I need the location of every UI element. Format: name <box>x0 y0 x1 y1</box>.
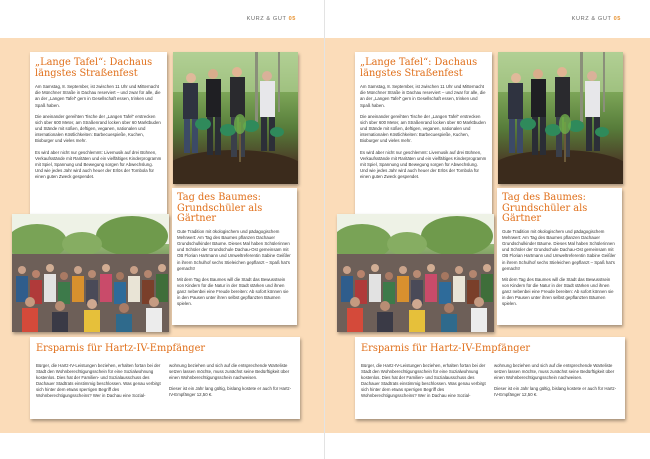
right-page <box>325 0 650 459</box>
article-paragraph: Bürger, die Hartz-IV-Leistungen beziehen, erhalten fortan bei der Stadt den Wohnberechtigungsschein für eine Sozialwohnung kostenlos. Dies hat der Familien- und Sozialausschuss des Dachauer Stadtrats einstimmig beschlossen. Was genau verbirgt sich hinter dem etwas sperrigen Begriff des Wohnberechtigungsscheins? Wer in Dachau eine Sozial- <box>361 362 486 399</box>
article-tag-des-baumes <box>172 188 297 325</box>
article-paragraph: Es wird aber nicht nur geschlemmt: Livemusik auf drei Bühnen, Verkaufsstände mit Raritäten und ein vielfältiges Kinderprogramm mit Spiel, Spannung und Bewegung sorgen für Abwechslung. Und wie jedes Jahr wird auch heuer der Erlös der Tombola für einen guten Zweck gespendet. <box>360 149 487 180</box>
tree-planting-illustration <box>173 52 298 184</box>
article-hartz-iv <box>355 337 625 419</box>
street-festival-crowd-photo <box>12 214 169 332</box>
article-paragraph: Mit dem Tag des Baumes will die Stadt das Bewusstsein von Kindern für die Natur in der Stadt stärken und ihnen ganz nebenbei eine Freude bereiten: Ab sofort können sie in den Pausen unter ihren selbst gepflanzten Bäumen spielen. <box>177 276 289 307</box>
page-number: 05 <box>613 16 621 22</box>
article-lange-tafel <box>30 52 167 228</box>
article-paragraph: Am Samstag, 8. September, ist zwischen 11 Uhr und Mitternacht die Münchner Straße in Dachau reserviert – und zwar für alle, die an der „Langen Tafel“ gern in Gesellschaft essen, trinken und Spaß haben. <box>360 84 486 108</box>
article-lange-tafel <box>355 52 492 228</box>
article-paragraph: wohnung beziehen und sich auf die entsprechende Warteliste setzen lassen möchte, muss zunächst seine Bedürftigkeit über einen Wohnberechtigungsschein nachweisen. <box>494 362 615 380</box>
article-tag-des-baumes <box>497 188 622 325</box>
article-paragraph: Bürger, die Hartz-IV-Leistungen beziehen, erhalten fortan bei der Stadt den Wohnberechtigungsschein für eine Sozialwohnung kostenlos. Dies hat der Familien- und Sozialausschuss des Dachauer Stadtrats einstimmig beschlossen. Was genau verbirgt sich hinter dem etwas sperrigen Begriff des Wohnberechtigungsscheins? Wer in Dachau eine Sozial- <box>36 362 161 399</box>
article-paragraph: Die aneinander gereihten Tische der „Langen Tafel“ erstrecken sich über 600 Meter, am Straßenrand locken über 60 Marktbuden und Stände mit süßen, deftigen, veganen, nationalen und internationalen Köstlichkeiten: Barbecuespieße, Kuchen, Bioburger und vieles mehr. <box>360 113 486 144</box>
kicker-label: KURZ & GUT <box>571 16 612 22</box>
article-title: Ersparnis für Hartz-IV-Empfänger <box>361 343 531 354</box>
kicker-label: KURZ & GUT <box>246 16 287 22</box>
article-columns <box>361 363 619 400</box>
article-title: „Lange Tafel“: Dachaus längstes Straßenfest <box>35 57 153 79</box>
section-kicker <box>247 16 296 22</box>
article-paragraph: wohnung beziehen und sich auf die entsprechende Warteliste setzen lassen möchte, muss zunächst seine Bedürftigkeit über einen Wohnberechtigungsschein nachweisen. <box>169 362 290 380</box>
article-title: „Lange Tafel“: Dachaus längstes Straßenfest <box>360 57 478 79</box>
article-column-right <box>165 363 294 400</box>
page-header <box>0 0 325 38</box>
article-hartz-iv <box>30 337 300 419</box>
article-title: Ersparnis für Hartz-IV-Empfänger <box>36 343 206 354</box>
article-title: Tag des Baumes: Grundschüler als Gärtner <box>177 192 263 225</box>
tree-planting-photo <box>498 52 623 184</box>
article-column-left <box>36 363 165 400</box>
page-gutter <box>324 0 325 459</box>
article-column-right <box>490 363 619 400</box>
section-kicker <box>572 16 621 22</box>
page-header <box>325 0 650 38</box>
article-paragraph: Die aneinander gereihten Tische der „Langen Tafel“ erstrecken sich über 600 Meter, am Straßenrand locken über 60 Marktbuden und Stände mit süßen, deftigen, veganen, nationalen und internationalen Köstlichkeiten: Barbecuespieße, Kuchen, Bioburger und vieles mehr. <box>35 113 161 144</box>
tree-planting-photo <box>173 52 298 184</box>
article-column-left <box>361 363 490 400</box>
page-number: 05 <box>288 16 296 22</box>
article-paragraph: Dieser ist ein Jahr lang gültig, bislang kostete er auch für Hartz-IV-Empfänger 12,50 €. <box>494 386 617 398</box>
article-paragraph: Mit dem Tag des Baumes will die Stadt das Bewusstsein von Kindern für die Natur in der Stadt stärken und ihnen ganz nebenbei eine Freude bereiten: Ab sofort können sie in den Pausen unter ihren selbst gepflanzten Bäumen spielen. <box>502 276 614 307</box>
article-paragraph: Dieser ist ein Jahr lang gültig, bislang kostete er auch für Hartz-IV-Empfänger 12,50 €. <box>169 386 292 398</box>
article-title: Tag des Baumes: Grundschüler als Gärtner <box>502 192 588 225</box>
article-paragraph: Am Samstag, 8. September, ist zwischen 11 Uhr und Mitternacht die Münchner Straße in Dachau reserviert – und zwar für alle, die an der „Langen Tafel“ gern in Gesellschaft essen, trinken und Spaß haben. <box>35 84 161 108</box>
street-festival-crowd-photo <box>337 214 494 332</box>
article-paragraph: Es wird aber nicht nur geschlemmt: Livemusik auf drei Bühnen, Verkaufsstände mit Raritäten und ein vielfältiges Kinderprogramm mit Spiel, Spannung und Bewegung sorgen für Abwechslung. Und wie jedes Jahr wird auch heuer der Erlös der Tombola für einen guten Zweck gespendet. <box>35 149 162 180</box>
tree-planting-illustration <box>498 52 623 184</box>
crowd-illustration <box>337 214 494 332</box>
article-columns <box>36 363 294 400</box>
article-paragraph: Gute Tradition mit ökologischem und pädagogischem Mehrwert: Am Tag des Baumes pflanzen Dachauer Grundschulkinder Bäume. Dieses Mal haben Schülerinnen und Schüler der Grundschule Dachau-Ost gemeinsam mit OB Florian Hartmann und Umweltreferentin Sabine Geißler in ihrem Schulhof sechs Stieleichen gepflanzt – Spaß hat's gemacht! <box>502 228 616 271</box>
article-paragraph: Gute Tradition mit ökologischem und pädagogischem Mehrwert: Am Tag des Baumes pflanzen Dachauer Grundschulkinder Bäume. Dieses Mal haben Schülerinnen und Schüler der Grundschule Dachau-Ost gemeinsam mit OB Florian Hartmann und Umweltreferentin Sabine Geißler in ihrem Schulhof sechs Stieleichen gepflanzt – Spaß hat's gemacht! <box>177 228 291 271</box>
crowd-illustration <box>12 214 169 332</box>
